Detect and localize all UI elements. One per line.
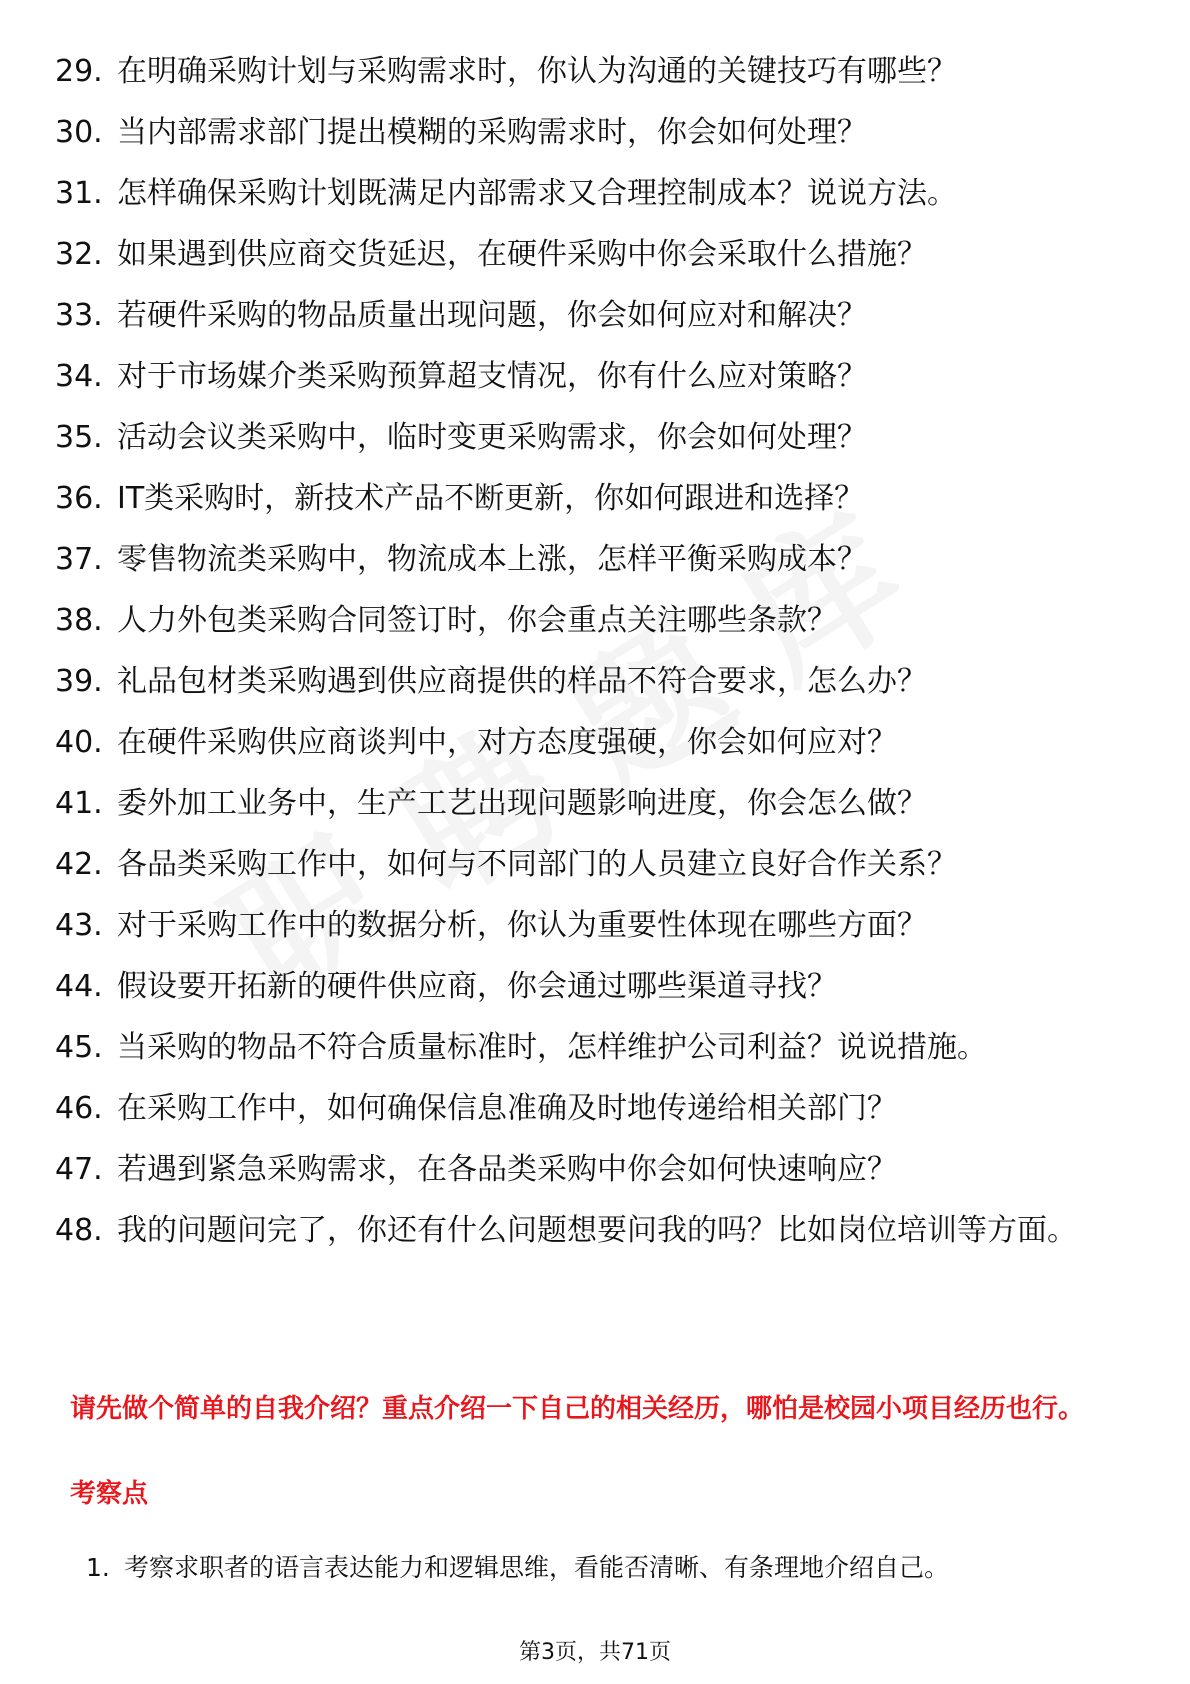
question-item [55,1150,1115,1190]
question-item [55,540,1115,580]
page-indicator: 第3页，共71页 [519,1640,671,1665]
question-number: 33. [55,298,103,333]
question-text: 假设要开拓新的硬件供应商，你会通过哪些渠道寻找？ [117,969,837,1004]
question-text: IT类采购时，新技术产品不断更新，你如何跟进和选择？ [117,481,865,516]
question-number: 44. [55,969,103,1004]
question-item [55,662,1115,702]
question-text: 对于采购工作中的数据分析，你认为重要性体现在哪些方面？ [117,908,927,943]
question-item [55,52,1115,92]
question-number: 38. [55,603,103,638]
question-text: 当采购的物品不符合质量标准时，怎样维护公司利益？说说措施。 [117,1030,987,1065]
question-item [55,906,1115,946]
question-text: 若硬件采购的物品质量出现问题，你会如何应对和解决？ [117,298,867,333]
question-item [55,967,1115,1007]
question-text: 人力外包类采购合同签订时，你会重点关注哪些条款？ [117,603,837,638]
assessment-point [86,1550,1126,1586]
question-text: 在明确采购计划与采购需求时，你认为沟通的关键技巧有哪些？ [117,54,957,89]
question-text: 怎样确保采购计划既满足内部需求又合理控制成本？说说方法。 [117,176,957,211]
point-text: 考察求职者的语言表达能力和逻辑思维，看能否清晰、有条理地介绍自己。 [124,1553,950,1582]
question-number: 37. [55,542,103,577]
question-number: 35. [55,420,103,455]
question-text: 活动会议类采购中，临时变更采购需求，你会如何处理？ [117,420,867,455]
assessment-points-list [86,1550,1126,1586]
question-text: 各品类采购工作中，如何与不同部门的人员建立良好合作关系？ [117,847,957,882]
question-item [55,784,1115,824]
question-number: 39. [55,664,103,699]
question-text: 委外加工业务中，生产工艺出现问题影响进度，你会怎么做？ [117,786,927,821]
section-heading: 请先做个简单的自我介绍？重点介绍一下自己的相关经历，哪怕是校园小项目经历也行。 [70,1394,1085,1424]
question-text: 零售物流类采购中，物流成本上涨，怎样平衡采购成本？ [117,542,867,577]
question-number: 43. [55,908,103,943]
question-text: 若遇到紧急采购需求，在各品类采购中你会如何快速响应？ [117,1152,897,1187]
question-text: 当内部需求部门提出模糊的采购需求时，你会如何处理？ [117,115,867,150]
question-number: 48. [55,1213,103,1248]
question-text: 在硬件采购供应商谈判中，对方态度强硬，你会如何应对？ [117,725,897,760]
question-number: 42. [55,847,103,882]
question-number: 30. [55,115,103,150]
question-item [55,296,1115,336]
question-number: 34. [55,359,103,394]
question-text: 礼品包材类采购遇到供应商提供的样品不符合要求，怎么办？ [117,664,927,699]
question-number: 46. [55,1091,103,1126]
question-number: 31. [55,176,103,211]
question-text: 如果遇到供应商交货延迟，在硬件采购中你会采取什么措施？ [117,237,927,272]
question-item [55,723,1115,763]
question-number: 36. [55,481,103,516]
question-text: 我的问题问完了，你还有什么问题想要问我的吗？比如岗位培训等方面。 [117,1213,1077,1248]
question-item [55,174,1115,214]
question-item [55,1028,1115,1068]
question-item [55,235,1115,275]
question-number: 47. [55,1152,103,1187]
section-label: 考察点 [70,1479,149,1509]
question-item [55,418,1115,458]
question-number: 40. [55,725,103,760]
question-text: 在采购工作中，如何确保信息准确及时地传递给相关部门？ [117,1091,897,1126]
question-text: 对于市场媒介类采购预算超支情况，你有什么应对策略？ [117,359,867,394]
question-item [55,1089,1115,1129]
question-number: 41. [55,786,103,821]
question-item [55,113,1115,153]
question-item [55,357,1115,397]
question-item [55,1211,1115,1251]
question-number: 29. [55,54,103,89]
question-item [55,601,1115,641]
question-number: 45. [55,1030,103,1065]
question-item [55,479,1115,519]
question-list [55,52,1115,1272]
question-item [55,845,1115,885]
question-number: 32. [55,237,103,272]
point-number: 1. [86,1553,110,1582]
